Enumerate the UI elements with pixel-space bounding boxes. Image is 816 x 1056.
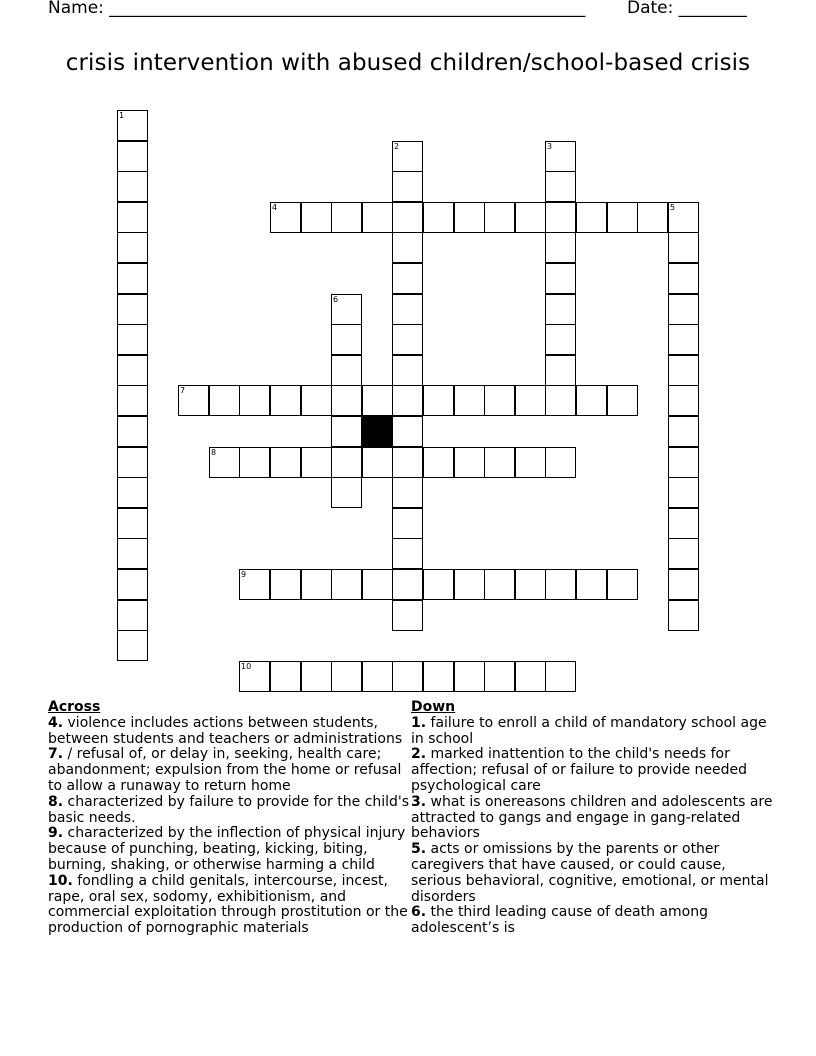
answer-cell[interactable] [423,202,454,233]
cell-clue-number: 4 [272,203,278,212]
answer-cell[interactable] [668,385,699,416]
answer-cell[interactable] [545,171,576,202]
across-clue [48,874,410,937]
cell-clue-number: 1 [119,111,125,120]
answer-cell[interactable] [239,569,270,600]
answer-cell[interactable] [423,661,454,692]
answer-cell[interactable] [515,385,546,416]
answer-cell[interactable] [607,569,638,600]
answer-cell[interactable] [117,355,148,386]
answer-cell[interactable] [484,569,515,600]
clue-number: 5. [411,841,427,858]
down-clue [411,795,773,842]
answer-cell[interactable] [454,661,485,692]
answer-cell[interactable] [239,661,270,692]
answer-cell[interactable] [484,385,515,416]
clue-number: 6. [411,904,427,921]
answer-cell[interactable] [545,447,576,478]
clue-text: marked inattention to the child's needs for affection; refusal of or failure to provide needed psychological care [411,746,747,794]
answer-cell[interactable] [392,202,423,233]
clue-number: 2. [411,746,427,763]
answer-cell[interactable] [668,202,699,233]
answer-cell[interactable] [576,202,607,233]
answer-cell[interactable] [392,569,423,600]
answer-cell[interactable] [178,385,209,416]
clue-text: violence includes actions between students, between students and teachers or administrations [48,714,403,747]
clue-text: characterized by the inflection of physical injury because of punching, beating, kicking, biting, burning, shaking, or otherwise harming a child [48,825,406,873]
across-clue [48,716,410,748]
answer-cell[interactable] [301,385,332,416]
date-field-line: Date: ________ [627,0,747,18]
answer-cell[interactable] [545,569,576,600]
answer-cell[interactable] [362,202,393,233]
answer-cell[interactable] [454,202,485,233]
cell-clue-number: 7 [180,386,186,395]
answer-cell[interactable] [545,385,576,416]
down-clues [411,700,773,937]
clue-text: acts or omissions by the parents or other caregivers that have caused, or could cause, serious behavioral, cognitive, emotional, or mental disorders [411,841,769,905]
answer-cell[interactable] [545,661,576,692]
answer-cell[interactable] [362,447,393,478]
answer-cell[interactable] [362,385,393,416]
answer-cell[interactable] [515,569,546,600]
down-clue [411,747,773,794]
answer-cell[interactable] [576,385,607,416]
answer-cell[interactable] [392,508,423,539]
cell-clue-number: 3 [547,142,553,151]
clue-number: 10. [48,872,73,889]
answer-cell[interactable] [484,202,515,233]
answer-cell[interactable] [331,324,362,355]
clue-text: the third leading cause of death among adolescent’s is [411,904,708,937]
answer-cell[interactable] [392,141,423,172]
answer-cell[interactable] [392,600,423,631]
cell-clue-number: 2 [394,142,400,151]
clue-text: fondling a child genitals, intercourse, incest, rape, oral sex, sodomy, exhibitionism, and commercial exploitation through prostitution or the production of pornographic materials [48,872,408,937]
answer-cell[interactable] [484,661,515,692]
answer-cell[interactable] [668,263,699,294]
answer-cell[interactable] [239,385,270,416]
answer-cell[interactable] [117,171,148,202]
answer-cell[interactable] [331,569,362,600]
answer-cell[interactable] [515,661,546,692]
answer-cell[interactable] [270,447,301,478]
cell-clue-number: 9 [241,570,247,579]
answer-cell[interactable] [607,385,638,416]
clue-number: 1. [411,714,427,731]
answer-cell[interactable] [392,447,423,478]
clue-number: 9. [48,825,64,842]
clue-text: what is onereasons children and adolescents are attracted to gangs and engage in gang-related behaviors [411,793,773,842]
answer-cell[interactable] [362,661,393,692]
answer-cell[interactable] [239,447,270,478]
answer-cell[interactable] [392,294,423,325]
answer-cell[interactable] [392,324,423,355]
answer-cell[interactable] [423,447,454,478]
answer-cell[interactable] [117,416,148,447]
answer-cell[interactable] [331,385,362,416]
answer-cell[interactable] [117,569,148,600]
answer-cell[interactable] [270,661,301,692]
answer-cell[interactable] [117,324,148,355]
answer-cell[interactable] [545,263,576,294]
answer-cell[interactable] [392,538,423,569]
cell-clue-number: 10 [241,662,252,671]
answer-cell[interactable] [668,416,699,447]
down-clue [411,905,773,937]
answer-cell[interactable] [668,538,699,569]
answer-cell[interactable] [117,110,148,141]
answer-cell[interactable] [637,202,668,233]
answer-cell[interactable] [668,569,699,600]
answer-cell[interactable] [668,447,699,478]
across-clue-list [48,716,410,937]
answer-cell[interactable] [545,324,576,355]
answer-cell[interactable] [392,477,423,508]
answer-cell[interactable] [117,600,148,631]
answer-cell[interactable] [454,385,485,416]
answer-cell[interactable] [392,263,423,294]
answer-cell[interactable] [392,355,423,386]
clue-number: 8. [48,793,64,810]
cell-clue-number: 6 [333,295,339,304]
answer-cell[interactable] [392,385,423,416]
answer-cell[interactable] [270,385,301,416]
answer-cell[interactable] [331,202,362,233]
answer-cell[interactable] [392,171,423,202]
answer-cell[interactable] [515,447,546,478]
answer-cell[interactable] [668,477,699,508]
cell-clue-number: 8 [211,448,217,457]
answer-cell[interactable] [301,661,332,692]
answer-cell[interactable] [301,569,332,600]
answer-cell[interactable] [270,202,301,233]
blocked-cell [362,416,393,447]
answer-cell[interactable] [117,202,148,233]
answer-cell[interactable] [117,294,148,325]
answer-cell[interactable] [331,294,362,325]
answer-cell[interactable] [331,477,362,508]
down-clue [411,716,773,748]
answer-cell[interactable] [362,569,393,600]
answer-cell[interactable] [668,232,699,263]
cell-clue-number: 5 [670,203,676,212]
answer-cell[interactable] [209,447,240,478]
answer-cell[interactable] [331,355,362,386]
answer-cell[interactable] [668,355,699,386]
across-heading: Across [48,699,101,715]
answer-cell[interactable] [117,630,148,661]
answer-cell[interactable] [515,202,546,233]
answer-cell[interactable] [668,600,699,631]
answer-cell[interactable] [423,569,454,600]
answer-cell[interactable] [607,202,638,233]
answer-cell[interactable] [331,661,362,692]
answer-cell[interactable] [668,324,699,355]
answer-cell[interactable] [117,263,148,294]
answer-cell[interactable] [117,141,148,172]
answer-cell[interactable] [484,447,515,478]
down-clue-list [411,716,773,937]
name-field-line: Name: ________________________________________________________ [48,0,586,18]
answer-cell[interactable] [668,294,699,325]
answer-cell[interactable] [117,508,148,539]
answer-cell[interactable] [301,447,332,478]
clue-number: 7. [48,746,64,763]
answer-cell[interactable] [392,232,423,263]
answer-cell[interactable] [545,202,576,233]
answer-cell[interactable] [270,569,301,600]
answer-cell[interactable] [423,385,454,416]
answer-cell[interactable] [545,141,576,172]
puzzle-title: crisis intervention with abused children/school-based crisis [65,50,751,76]
answer-cell[interactable] [454,569,485,600]
answer-cell[interactable] [392,661,423,692]
answer-cell[interactable] [331,416,362,447]
answer-cell[interactable] [545,294,576,325]
answer-cell[interactable] [117,538,148,569]
clue-text: / refusal of, or delay in, seeking, health care; abandonment; expulsion from the home or refusal to allow a runaway to return home [48,746,402,794]
answer-cell[interactable] [117,447,148,478]
answer-cell[interactable] [117,385,148,416]
across-clue [48,747,410,794]
answer-cell[interactable] [454,447,485,478]
answer-cell[interactable] [545,355,576,386]
clue-number: 4. [48,714,64,731]
clue-text: failure to enroll a child of mandatory school age in school [411,714,767,747]
answer-cell[interactable] [209,385,240,416]
down-heading: Down [411,699,456,715]
answer-cell[interactable] [576,569,607,600]
across-clue [48,826,410,873]
answer-cell[interactable] [117,232,148,263]
answer-cell[interactable] [668,508,699,539]
clue-text: characterized by failure to provide for the child's basic needs. [48,793,410,826]
answer-cell[interactable] [331,447,362,478]
answer-cell[interactable] [392,416,423,447]
answer-cell[interactable] [545,232,576,263]
across-clue [48,795,410,827]
down-clue [411,842,773,905]
answer-cell[interactable] [117,477,148,508]
answer-cell[interactable] [301,202,332,233]
across-clues [48,700,410,937]
clue-number: 3. [411,793,427,810]
